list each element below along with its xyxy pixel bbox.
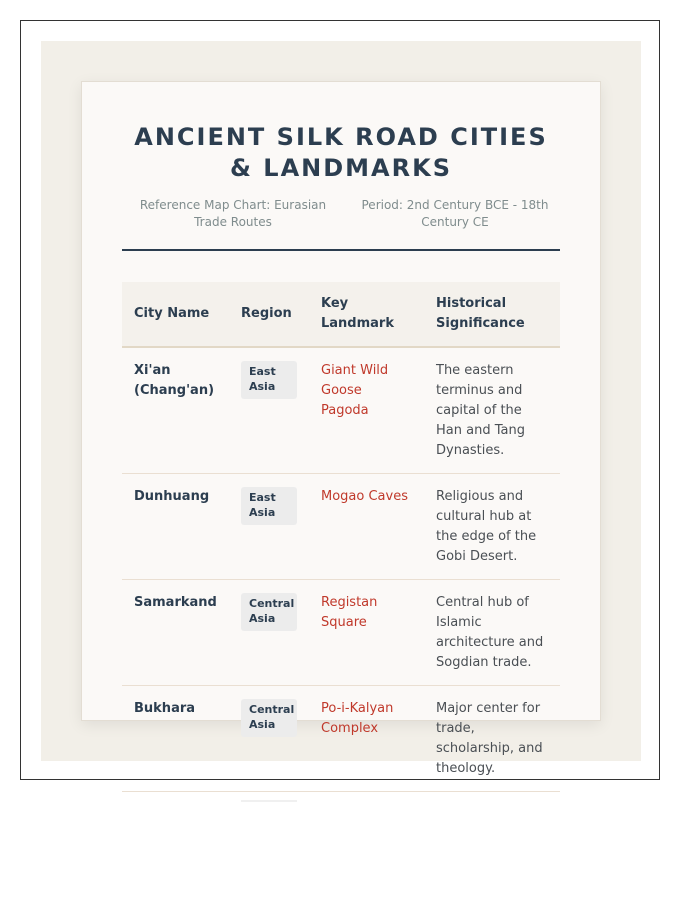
region-cell xyxy=(229,474,309,580)
table-row xyxy=(122,347,560,474)
region-cell xyxy=(229,686,309,792)
city-name: Xi'an (Chang'an) xyxy=(122,347,229,474)
column-header-region: Region xyxy=(229,282,309,347)
landmark-name: Po-i-Kalyan Complex xyxy=(309,686,424,792)
title-divider xyxy=(122,249,560,251)
cities-table xyxy=(122,282,560,792)
city-name: Dunhuang xyxy=(122,474,229,580)
column-header-significance: Historical Significance xyxy=(424,282,560,347)
table-header-row xyxy=(122,282,560,347)
region-cell xyxy=(229,347,309,474)
landmark-name: Giant Wild Goose Pagoda xyxy=(309,347,424,474)
subtitle-reference: Reference Map Chart: Eurasian Trade Routes xyxy=(139,198,327,229)
region-badge: Central Asia xyxy=(241,699,297,737)
overflow-badge-fragment xyxy=(241,800,297,802)
column-header-city: City Name xyxy=(122,282,229,347)
landmark-name: Mogao Caves xyxy=(309,474,424,580)
table-row xyxy=(122,580,560,686)
region-badge: Central Asia xyxy=(241,593,297,631)
region-cell xyxy=(229,580,309,686)
table-row xyxy=(122,686,560,792)
historical-significance: The eastern terminus and capital of the Han and Tang Dynasties. xyxy=(424,347,560,474)
historical-significance: Central hub of Islamic architecture and Sogdian trade. xyxy=(424,580,560,686)
table-row xyxy=(122,474,560,580)
historical-significance: Religious and cultural hub at the edge of the Gobi Desert. xyxy=(424,474,560,580)
historical-significance: Major center for trade, scholarship, and theology. xyxy=(424,686,560,792)
document-title: ANCIENT SILK ROAD CITIES & LANDMARKS xyxy=(134,123,548,182)
region-badge: East Asia xyxy=(241,361,297,399)
subtitle-period: Period: 2nd Century BCE - 18th Century CE xyxy=(361,198,549,229)
cities-table-wrapper xyxy=(122,282,560,792)
city-name: Samarkand xyxy=(122,580,229,686)
landmark-name: Registan Square xyxy=(309,580,424,686)
city-name: Bukhara xyxy=(122,686,229,792)
column-header-landmark: Key Landmark xyxy=(309,282,424,347)
region-badge: East Asia xyxy=(241,487,297,525)
